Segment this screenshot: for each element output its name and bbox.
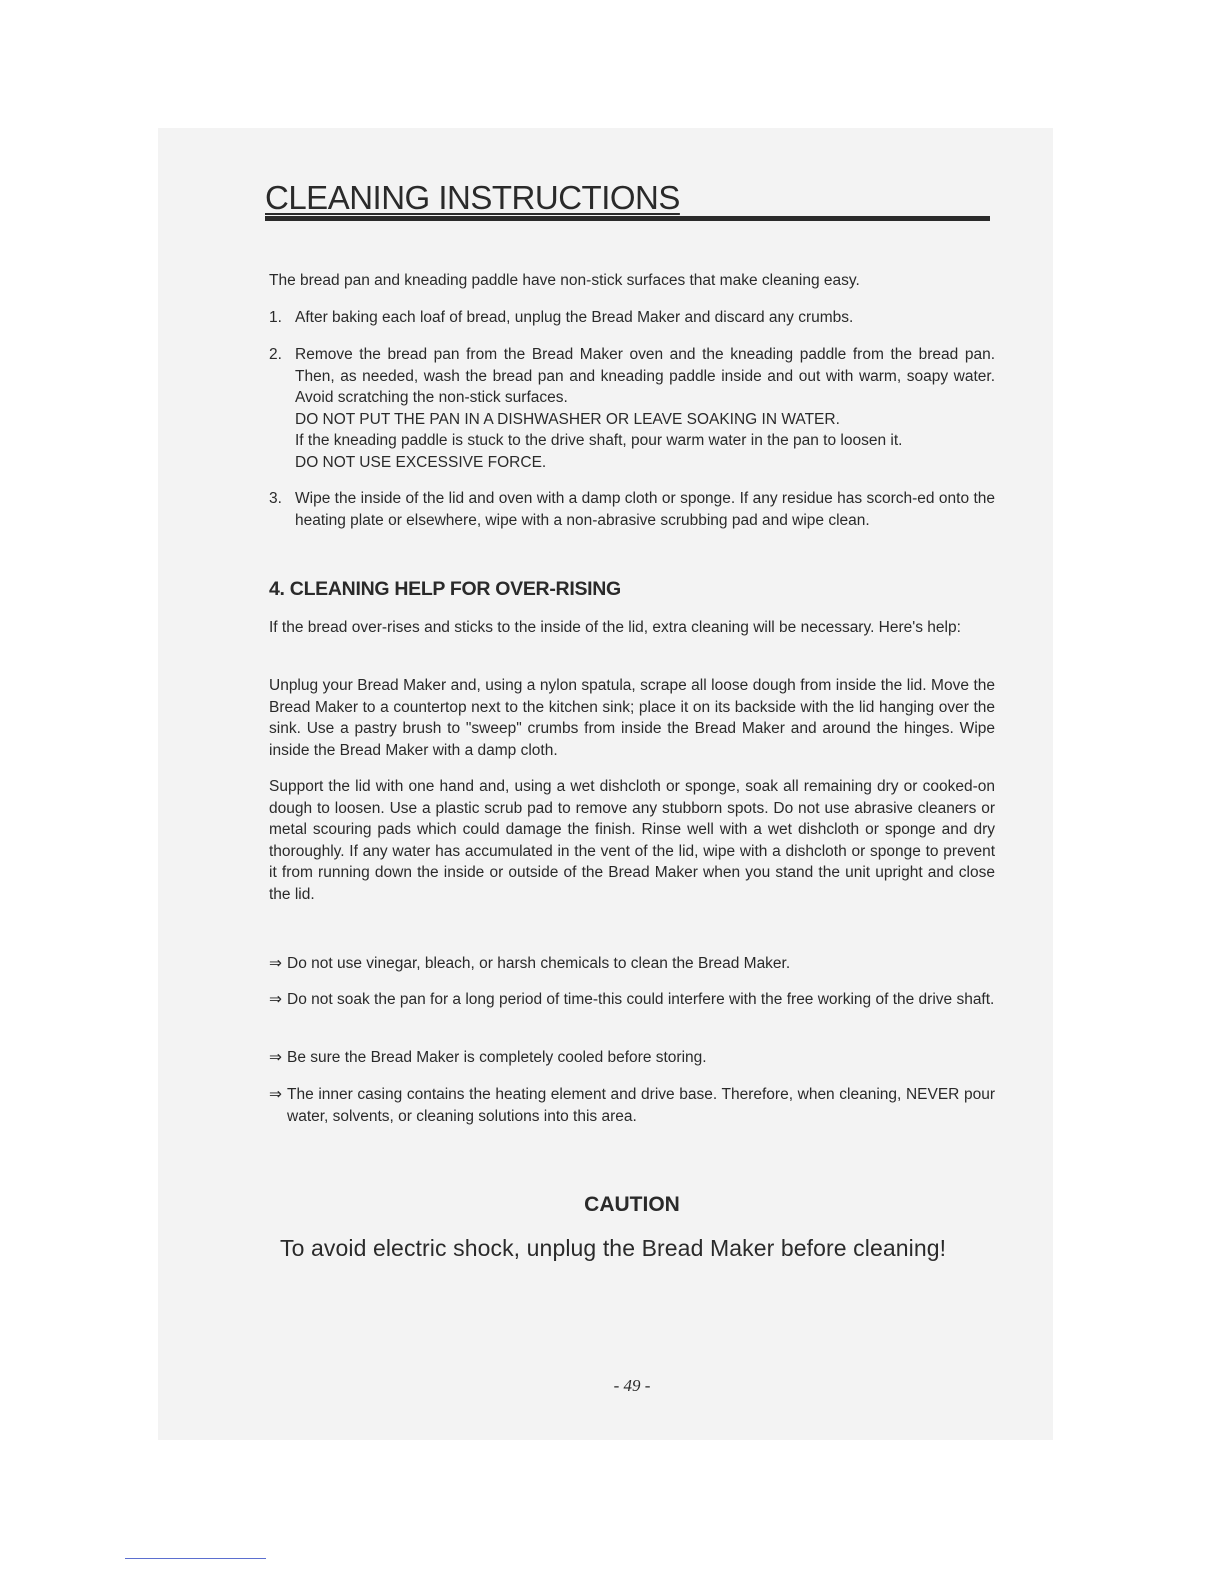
step-line-warning: DO NOT PUT THE PAN IN A DISHWASHER OR LEAVE SOAKING IN WATER. <box>295 410 840 428</box>
arrow-icon: ⇒ <box>269 1086 282 1103</box>
caution-text: To avoid electric shock, unplug the Bread Maker before cleaning! <box>280 1235 947 1261</box>
step-3 <box>269 488 995 531</box>
step-1 <box>269 307 995 329</box>
note-text: The inner casing contains the heating element and drive base. Therefore, when cleaning, NEVER pour water, solvents, or cleaning solutions into this area. <box>287 1086 995 1125</box>
note-item-3 <box>269 1047 995 1069</box>
step-line-warning: DO NOT USE EXCESSIVE FORCE. <box>295 453 547 471</box>
page-title: CLEANING INSTRUCTIONS <box>265 179 680 216</box>
footnote-rule <box>125 1558 266 1559</box>
note-text: Be sure the Bread Maker is completely cooled before storing. <box>287 1049 707 1066</box>
arrow-icon: ⇒ <box>269 991 282 1008</box>
note-item-4 <box>269 1084 995 1127</box>
arrow-icon: ⇒ <box>269 955 282 972</box>
section-4-paragraph-1: If the bread over-rises and sticks to the inside of the lid, extra cleaning will be necessary. Here's help: <box>269 619 961 636</box>
title-underline-rule <box>265 216 990 221</box>
section-4-paragraph-3: Support the lid with one hand and, using a wet dishcloth or sponge, soak all remaining dry or cooked-on dough to loosen. Use a plastic scrub pad to remove any stubborn spots. Do not use abrasive cleaners or metal scouring pads which could damage the finish. Rinse well with a wet dishcloth or sponge and dry thoroughly. If any water has accumulated in the vent of the lid, wipe with a dishcloth or sponge to prevent it from running down the inside or outside of the Bread Maker when you stand the unit upright and close the lid. <box>269 778 995 903</box>
arrow-icon: ⇒ <box>269 1049 282 1066</box>
note-text: Do not soak the pan for a long period of time-this could interfere with the free working of the drive shaft. <box>287 991 995 1008</box>
section-4-heading: 4. CLEANING HELP FOR OVER-RISING <box>269 578 621 600</box>
step-line: Wipe the inside of the lid and oven with a damp cloth or sponge. If any residue has scorch-ed onto the heating plate or elsewhere, wipe with a non-abrasive scrubbing pad and wipe clean. <box>295 490 995 529</box>
step-number: 3. <box>269 490 282 507</box>
section-4-paragraph-2: Unplug your Bread Maker and, using a nylon spatula, scrape all loose dough from inside the lid. Move the Bread Maker to a countertop next to the kitchen sink; place it on its backside with the lid hanging over the sink. Use a pastry brush to "sweep" crumbs from inside the Bread Maker and around the hinges. Wipe inside the Bread Maker with a damp cloth. <box>269 677 995 759</box>
intro-paragraph: The bread pan and kneading paddle have non-stick surfaces that make cleaning easy. <box>269 272 860 289</box>
note-item-1 <box>269 953 995 975</box>
step-line: After baking each loaf of bread, unplug the Bread Maker and discard any crumbs. <box>295 309 854 326</box>
step-line: Remove the bread pan from the Bread Maker oven and the kneading paddle from the bread pan. Then, as needed, wash the bread pan and kneading paddle inside and out with warm, soapy water. Avoid scratching the non-stick surfaces. <box>295 346 995 406</box>
step-text <box>295 344 995 473</box>
step-line: If the kneading paddle is stuck to the drive shaft, pour warm water in the pan to loosen it. <box>295 432 903 449</box>
step-number: 1. <box>269 309 282 326</box>
note-text: Do not use vinegar, bleach, or harsh chemicals to clean the Bread Maker. <box>287 955 791 972</box>
caution-heading: CAUTION <box>584 1193 680 1216</box>
step-text <box>295 307 995 329</box>
note-item-2 <box>269 989 995 1011</box>
page-number: - 49 - <box>613 1376 651 1395</box>
step-number: 2. <box>269 346 282 363</box>
step-2 <box>269 344 995 473</box>
step-text <box>295 488 995 531</box>
